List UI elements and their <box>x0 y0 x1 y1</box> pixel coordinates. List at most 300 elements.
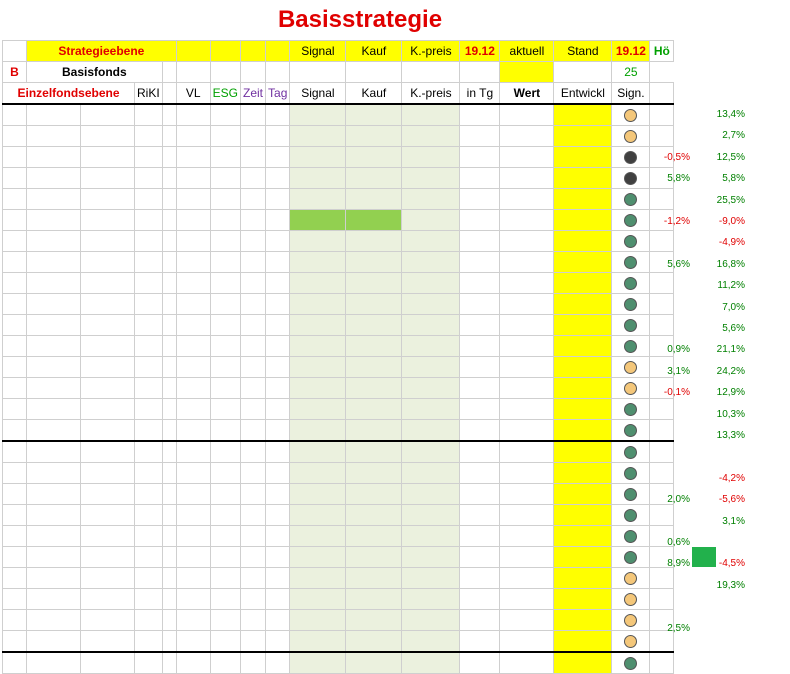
days-held[interactable] <box>460 189 500 210</box>
days-held[interactable] <box>460 610 500 631</box>
signal-date[interactable] <box>290 547 346 568</box>
signal-light[interactable] <box>612 441 650 463</box>
fund-isin[interactable] <box>81 589 135 610</box>
fund-row[interactable] <box>3 210 674 231</box>
header-cell[interactable] <box>241 62 266 83</box>
zeit-value[interactable] <box>241 294 266 315</box>
fund-name[interactable] <box>27 126 81 147</box>
performance[interactable] <box>554 336 612 357</box>
fund-name[interactable] <box>27 210 81 231</box>
tag-value[interactable] <box>266 399 290 420</box>
vl-flag[interactable] <box>176 104 210 126</box>
performance[interactable] <box>554 168 612 189</box>
signal-date[interactable] <box>290 631 346 653</box>
risk-class[interactable] <box>135 631 163 653</box>
header-cell[interactable] <box>176 41 210 62</box>
esg-flag[interactable] <box>210 441 240 463</box>
buy-price[interactable] <box>402 463 460 484</box>
type-code[interactable] <box>162 294 176 315</box>
fund-row[interactable] <box>3 104 674 126</box>
fund-isin[interactable] <box>81 189 135 210</box>
signal-light[interactable] <box>612 315 650 336</box>
esg-flag[interactable] <box>210 589 240 610</box>
days-held[interactable] <box>460 336 500 357</box>
buy-date[interactable] <box>346 104 402 126</box>
buy-date[interactable] <box>346 294 402 315</box>
performance[interactable] <box>554 568 612 589</box>
fund-row[interactable] <box>3 294 674 315</box>
current-value[interactable] <box>500 336 554 357</box>
signal-light[interactable] <box>612 147 650 168</box>
current-value[interactable] <box>500 294 554 315</box>
days-held[interactable] <box>460 147 500 168</box>
esg-flag[interactable] <box>210 399 240 420</box>
buy-price[interactable] <box>402 336 460 357</box>
days-held[interactable] <box>460 484 500 505</box>
signal-light[interactable] <box>612 505 650 526</box>
row-number[interactable] <box>3 378 27 399</box>
zeit-value[interactable] <box>241 589 266 610</box>
tag-value[interactable] <box>266 463 290 484</box>
signal-date[interactable] <box>290 420 346 442</box>
fund-isin[interactable] <box>81 378 135 399</box>
header-kauf[interactable]: Kauf <box>346 41 402 62</box>
performance[interactable] <box>554 357 612 378</box>
signal-date[interactable] <box>290 273 346 294</box>
fund-row[interactable] <box>3 420 674 442</box>
days-held[interactable] <box>460 463 500 484</box>
type-code[interactable] <box>162 420 176 442</box>
buy-price[interactable] <box>402 210 460 231</box>
type-code[interactable] <box>162 568 176 589</box>
type-code[interactable] <box>162 610 176 631</box>
risk-class[interactable] <box>135 231 163 252</box>
buy-date[interactable] <box>346 357 402 378</box>
fund-row[interactable] <box>3 589 674 610</box>
current-value[interactable] <box>500 505 554 526</box>
buy-price[interactable] <box>402 484 460 505</box>
tag-value[interactable] <box>266 126 290 147</box>
header-entwickl[interactable]: Entwickl <box>554 83 612 105</box>
performance[interactable] <box>554 589 612 610</box>
esg-flag[interactable] <box>210 420 240 442</box>
days-held[interactable] <box>460 210 500 231</box>
buy-date[interactable] <box>346 526 402 547</box>
days-held[interactable] <box>460 399 500 420</box>
signal-date[interactable] <box>290 147 346 168</box>
buy-price[interactable] <box>402 505 460 526</box>
row-number[interactable] <box>3 631 27 653</box>
vl-flag[interactable] <box>176 505 210 526</box>
signal-date[interactable] <box>290 104 346 126</box>
type-code[interactable] <box>162 231 176 252</box>
signal-light[interactable] <box>612 273 650 294</box>
type-code[interactable] <box>162 273 176 294</box>
header-strategieebene[interactable]: Strategieebene <box>27 41 177 62</box>
vl-flag[interactable] <box>176 631 210 653</box>
header-cell[interactable] <box>650 83 674 105</box>
type-code[interactable] <box>162 168 176 189</box>
signal-date[interactable] <box>290 463 346 484</box>
buy-price[interactable] <box>402 252 460 273</box>
signal-light[interactable] <box>612 336 650 357</box>
signal-date[interactable] <box>290 526 346 547</box>
buy-date[interactable] <box>346 420 402 442</box>
days-held[interactable] <box>460 273 500 294</box>
header-kpreis-col[interactable]: K.-preis <box>402 83 460 105</box>
buy-date[interactable] <box>346 252 402 273</box>
type-code[interactable] <box>162 378 176 399</box>
signal-light[interactable] <box>612 168 650 189</box>
buy-date[interactable] <box>346 147 402 168</box>
fund-name[interactable] <box>27 378 81 399</box>
signal-light[interactable] <box>612 547 650 568</box>
fund-row[interactable] <box>3 168 674 189</box>
fund-isin[interactable] <box>81 252 135 273</box>
fund-row[interactable] <box>3 547 674 568</box>
days-held[interactable] <box>460 294 500 315</box>
esg-flag[interactable] <box>210 104 240 126</box>
vl-flag[interactable] <box>176 547 210 568</box>
tag-value[interactable] <box>266 231 290 252</box>
esg-flag[interactable] <box>210 505 240 526</box>
esg-flag[interactable] <box>210 231 240 252</box>
fund-row[interactable] <box>3 315 674 336</box>
type-code[interactable] <box>162 399 176 420</box>
zeit-value[interactable] <box>241 104 266 126</box>
fund-row[interactable] <box>3 568 674 589</box>
header-cell[interactable] <box>266 41 290 62</box>
days-held[interactable] <box>460 315 500 336</box>
buy-price[interactable] <box>402 189 460 210</box>
days-held[interactable] <box>460 168 500 189</box>
risk-class[interactable] <box>135 189 163 210</box>
fund-isin[interactable] <box>81 104 135 126</box>
header-esg[interactable]: ESG <box>210 83 240 105</box>
performance[interactable] <box>554 210 612 231</box>
fund-row[interactable] <box>3 610 674 631</box>
empty-cell[interactable] <box>650 231 674 252</box>
vl-flag[interactable] <box>176 378 210 399</box>
tag-value[interactable] <box>266 568 290 589</box>
current-value[interactable] <box>500 273 554 294</box>
fund-name[interactable] <box>27 336 81 357</box>
empty-cell[interactable] <box>650 273 674 294</box>
fund-isin[interactable] <box>81 210 135 231</box>
risk-class[interactable] <box>135 547 163 568</box>
signal-date[interactable] <box>290 336 346 357</box>
signal-date[interactable] <box>290 399 346 420</box>
type-code[interactable] <box>162 589 176 610</box>
header-zeit[interactable]: Zeit <box>241 83 266 105</box>
zeit-value[interactable] <box>241 399 266 420</box>
empty-cell[interactable] <box>650 631 674 653</box>
type-code[interactable] <box>162 315 176 336</box>
performance[interactable] <box>554 526 612 547</box>
signal-date[interactable] <box>290 315 346 336</box>
vl-flag[interactable] <box>176 294 210 315</box>
fund-name[interactable] <box>27 484 81 505</box>
header-cell[interactable] <box>346 62 402 83</box>
header-sign[interactable]: Sign. <box>612 83 650 105</box>
days-held[interactable] <box>460 420 500 442</box>
buy-date[interactable] <box>346 273 402 294</box>
days-held[interactable] <box>460 568 500 589</box>
empty-cell[interactable] <box>650 505 674 526</box>
risk-class[interactable] <box>135 104 163 126</box>
vl-flag[interactable] <box>176 273 210 294</box>
zeit-value[interactable] <box>241 189 266 210</box>
zeit-value[interactable] <box>241 315 266 336</box>
header-year[interactable]: 25 <box>612 62 650 83</box>
current-value[interactable] <box>500 147 554 168</box>
signal-light[interactable] <box>612 189 650 210</box>
current-value[interactable] <box>500 463 554 484</box>
type-code[interactable] <box>162 252 176 273</box>
fund-row[interactable] <box>3 378 674 399</box>
signal-date[interactable] <box>290 210 346 231</box>
risk-class[interactable] <box>135 126 163 147</box>
fund-name[interactable] <box>27 273 81 294</box>
risk-class[interactable] <box>135 315 163 336</box>
fund-row[interactable] <box>3 505 674 526</box>
fund-row[interactable] <box>3 357 674 378</box>
vl-flag[interactable] <box>176 357 210 378</box>
risk-class[interactable] <box>135 273 163 294</box>
esg-flag[interactable] <box>210 378 240 399</box>
buy-price[interactable] <box>402 126 460 147</box>
signal-date[interactable] <box>290 505 346 526</box>
fund-row[interactable] <box>3 231 674 252</box>
fund-isin[interactable] <box>81 420 135 442</box>
header-kpreis[interactable]: K.-preis <box>402 41 460 62</box>
tag-value[interactable] <box>266 547 290 568</box>
fund-isin[interactable] <box>81 526 135 547</box>
risk-class[interactable] <box>135 168 163 189</box>
risk-class[interactable] <box>135 441 163 463</box>
vl-flag[interactable] <box>176 315 210 336</box>
signal-light[interactable] <box>612 610 650 631</box>
signal-date[interactable] <box>290 189 346 210</box>
performance[interactable] <box>554 294 612 315</box>
risk-class[interactable] <box>135 526 163 547</box>
fund-isin[interactable] <box>81 315 135 336</box>
zeit-value[interactable] <box>241 378 266 399</box>
esg-flag[interactable] <box>210 610 240 631</box>
fund-name[interactable] <box>27 252 81 273</box>
days-held[interactable] <box>460 441 500 463</box>
current-value[interactable] <box>500 252 554 273</box>
fund-name[interactable] <box>27 568 81 589</box>
signal-light[interactable] <box>612 378 650 399</box>
row-number[interactable] <box>3 547 27 568</box>
esg-flag[interactable] <box>210 273 240 294</box>
header-signal-col[interactable]: Signal <box>290 83 346 105</box>
current-value[interactable] <box>500 420 554 442</box>
tag-value[interactable] <box>266 273 290 294</box>
row-number[interactable] <box>3 126 27 147</box>
buy-date[interactable] <box>346 189 402 210</box>
fund-isin[interactable] <box>81 547 135 568</box>
fund-row[interactable] <box>3 441 674 463</box>
buy-date[interactable] <box>346 568 402 589</box>
buy-date[interactable] <box>346 210 402 231</box>
buy-price[interactable] <box>402 568 460 589</box>
buy-price[interactable] <box>402 526 460 547</box>
days-held[interactable] <box>460 378 500 399</box>
empty-cell[interactable] <box>650 315 674 336</box>
type-code[interactable] <box>162 526 176 547</box>
esg-flag[interactable] <box>210 315 240 336</box>
header-signal[interactable]: Signal <box>290 41 346 62</box>
signal-date[interactable] <box>290 378 346 399</box>
current-value[interactable] <box>500 610 554 631</box>
signal-date[interactable] <box>290 252 346 273</box>
empty-cell[interactable] <box>650 294 674 315</box>
esg-flag[interactable] <box>210 547 240 568</box>
risk-class[interactable] <box>135 378 163 399</box>
signal-light[interactable] <box>612 399 650 420</box>
row-number[interactable] <box>3 252 27 273</box>
signal-date[interactable] <box>290 126 346 147</box>
zeit-value[interactable] <box>241 357 266 378</box>
risk-class[interactable] <box>135 147 163 168</box>
buy-price[interactable] <box>402 168 460 189</box>
vl-flag[interactable] <box>176 568 210 589</box>
esg-flag[interactable] <box>210 484 240 505</box>
vl-flag[interactable] <box>176 231 210 252</box>
zeit-value[interactable] <box>241 231 266 252</box>
fund-row[interactable] <box>3 273 674 294</box>
days-held[interactable] <box>460 547 500 568</box>
performance[interactable] <box>554 463 612 484</box>
buy-date[interactable] <box>346 441 402 463</box>
performance[interactable] <box>554 441 612 463</box>
zeit-value[interactable] <box>241 484 266 505</box>
type-code[interactable] <box>162 505 176 526</box>
fund-isin[interactable] <box>81 484 135 505</box>
fund-row[interactable] <box>3 484 674 505</box>
header-cell[interactable] <box>3 41 27 62</box>
row-number[interactable] <box>3 210 27 231</box>
zeit-value[interactable] <box>241 526 266 547</box>
vl-flag[interactable] <box>176 336 210 357</box>
performance[interactable] <box>554 631 612 653</box>
fund-isin[interactable] <box>81 610 135 631</box>
signal-light[interactable] <box>612 126 650 147</box>
current-value[interactable] <box>500 631 554 653</box>
fund-name[interactable] <box>27 315 81 336</box>
empty-cell[interactable] <box>650 420 674 442</box>
tag-value[interactable] <box>266 104 290 126</box>
empty-cell[interactable] <box>650 441 674 463</box>
header-cell[interactable] <box>241 41 266 62</box>
current-value[interactable] <box>500 357 554 378</box>
tag-value[interactable] <box>266 357 290 378</box>
header-hoe[interactable]: Hö <box>650 41 674 62</box>
vl-flag[interactable] <box>176 484 210 505</box>
row-number[interactable] <box>3 147 27 168</box>
esg-flag[interactable] <box>210 526 240 547</box>
vl-flag[interactable] <box>176 189 210 210</box>
days-held[interactable] <box>460 231 500 252</box>
row-number[interactable] <box>3 484 27 505</box>
performance[interactable] <box>554 505 612 526</box>
days-held[interactable] <box>460 589 500 610</box>
current-value[interactable] <box>500 441 554 463</box>
risk-class[interactable] <box>135 294 163 315</box>
days-held[interactable] <box>460 505 500 526</box>
signal-date[interactable] <box>290 589 346 610</box>
vl-flag[interactable] <box>176 210 210 231</box>
vl-flag[interactable] <box>176 399 210 420</box>
tag-value[interactable] <box>266 505 290 526</box>
esg-flag[interactable] <box>210 168 240 189</box>
signal-light[interactable] <box>612 484 650 505</box>
header-cell[interactable] <box>176 62 210 83</box>
zeit-value[interactable] <box>241 273 266 294</box>
tag-value[interactable] <box>266 589 290 610</box>
header-b[interactable]: B <box>3 62 27 83</box>
type-code[interactable] <box>162 104 176 126</box>
row-number[interactable] <box>3 568 27 589</box>
signal-date[interactable] <box>290 484 346 505</box>
esg-flag[interactable] <box>210 189 240 210</box>
performance[interactable] <box>554 547 612 568</box>
current-value[interactable] <box>500 104 554 126</box>
fund-name[interactable] <box>27 399 81 420</box>
buy-price[interactable] <box>402 104 460 126</box>
performance[interactable] <box>554 273 612 294</box>
buy-date[interactable] <box>346 231 402 252</box>
fund-name[interactable] <box>27 231 81 252</box>
vl-flag[interactable] <box>176 147 210 168</box>
tag-value[interactable] <box>266 147 290 168</box>
fund-isin[interactable] <box>81 441 135 463</box>
row-number[interactable] <box>3 420 27 442</box>
row-number[interactable] <box>3 441 27 463</box>
fund-isin[interactable] <box>81 168 135 189</box>
header-cell[interactable] <box>162 83 176 105</box>
header-tag[interactable]: Tag <box>266 83 290 105</box>
header-cell[interactable] <box>266 62 290 83</box>
fund-name[interactable] <box>27 505 81 526</box>
esg-flag[interactable] <box>210 568 240 589</box>
header-cell[interactable] <box>210 62 240 83</box>
fund-isin[interactable] <box>81 463 135 484</box>
esg-flag[interactable] <box>210 336 240 357</box>
tag-value[interactable] <box>266 631 290 653</box>
risk-class[interactable] <box>135 610 163 631</box>
risk-class[interactable] <box>135 252 163 273</box>
esg-flag[interactable] <box>210 252 240 273</box>
empty-cell[interactable] <box>650 589 674 610</box>
buy-date[interactable] <box>346 126 402 147</box>
signal-date[interactable] <box>290 294 346 315</box>
signal-date[interactable] <box>290 568 346 589</box>
type-code[interactable] <box>162 126 176 147</box>
esg-flag[interactable] <box>210 357 240 378</box>
signal-light[interactable] <box>612 463 650 484</box>
days-held[interactable] <box>460 104 500 126</box>
days-held[interactable] <box>460 126 500 147</box>
vl-flag[interactable] <box>176 463 210 484</box>
buy-price[interactable] <box>402 315 460 336</box>
fund-isin[interactable] <box>81 147 135 168</box>
buy-price[interactable] <box>402 147 460 168</box>
row-number[interactable] <box>3 463 27 484</box>
vl-flag[interactable] <box>176 589 210 610</box>
